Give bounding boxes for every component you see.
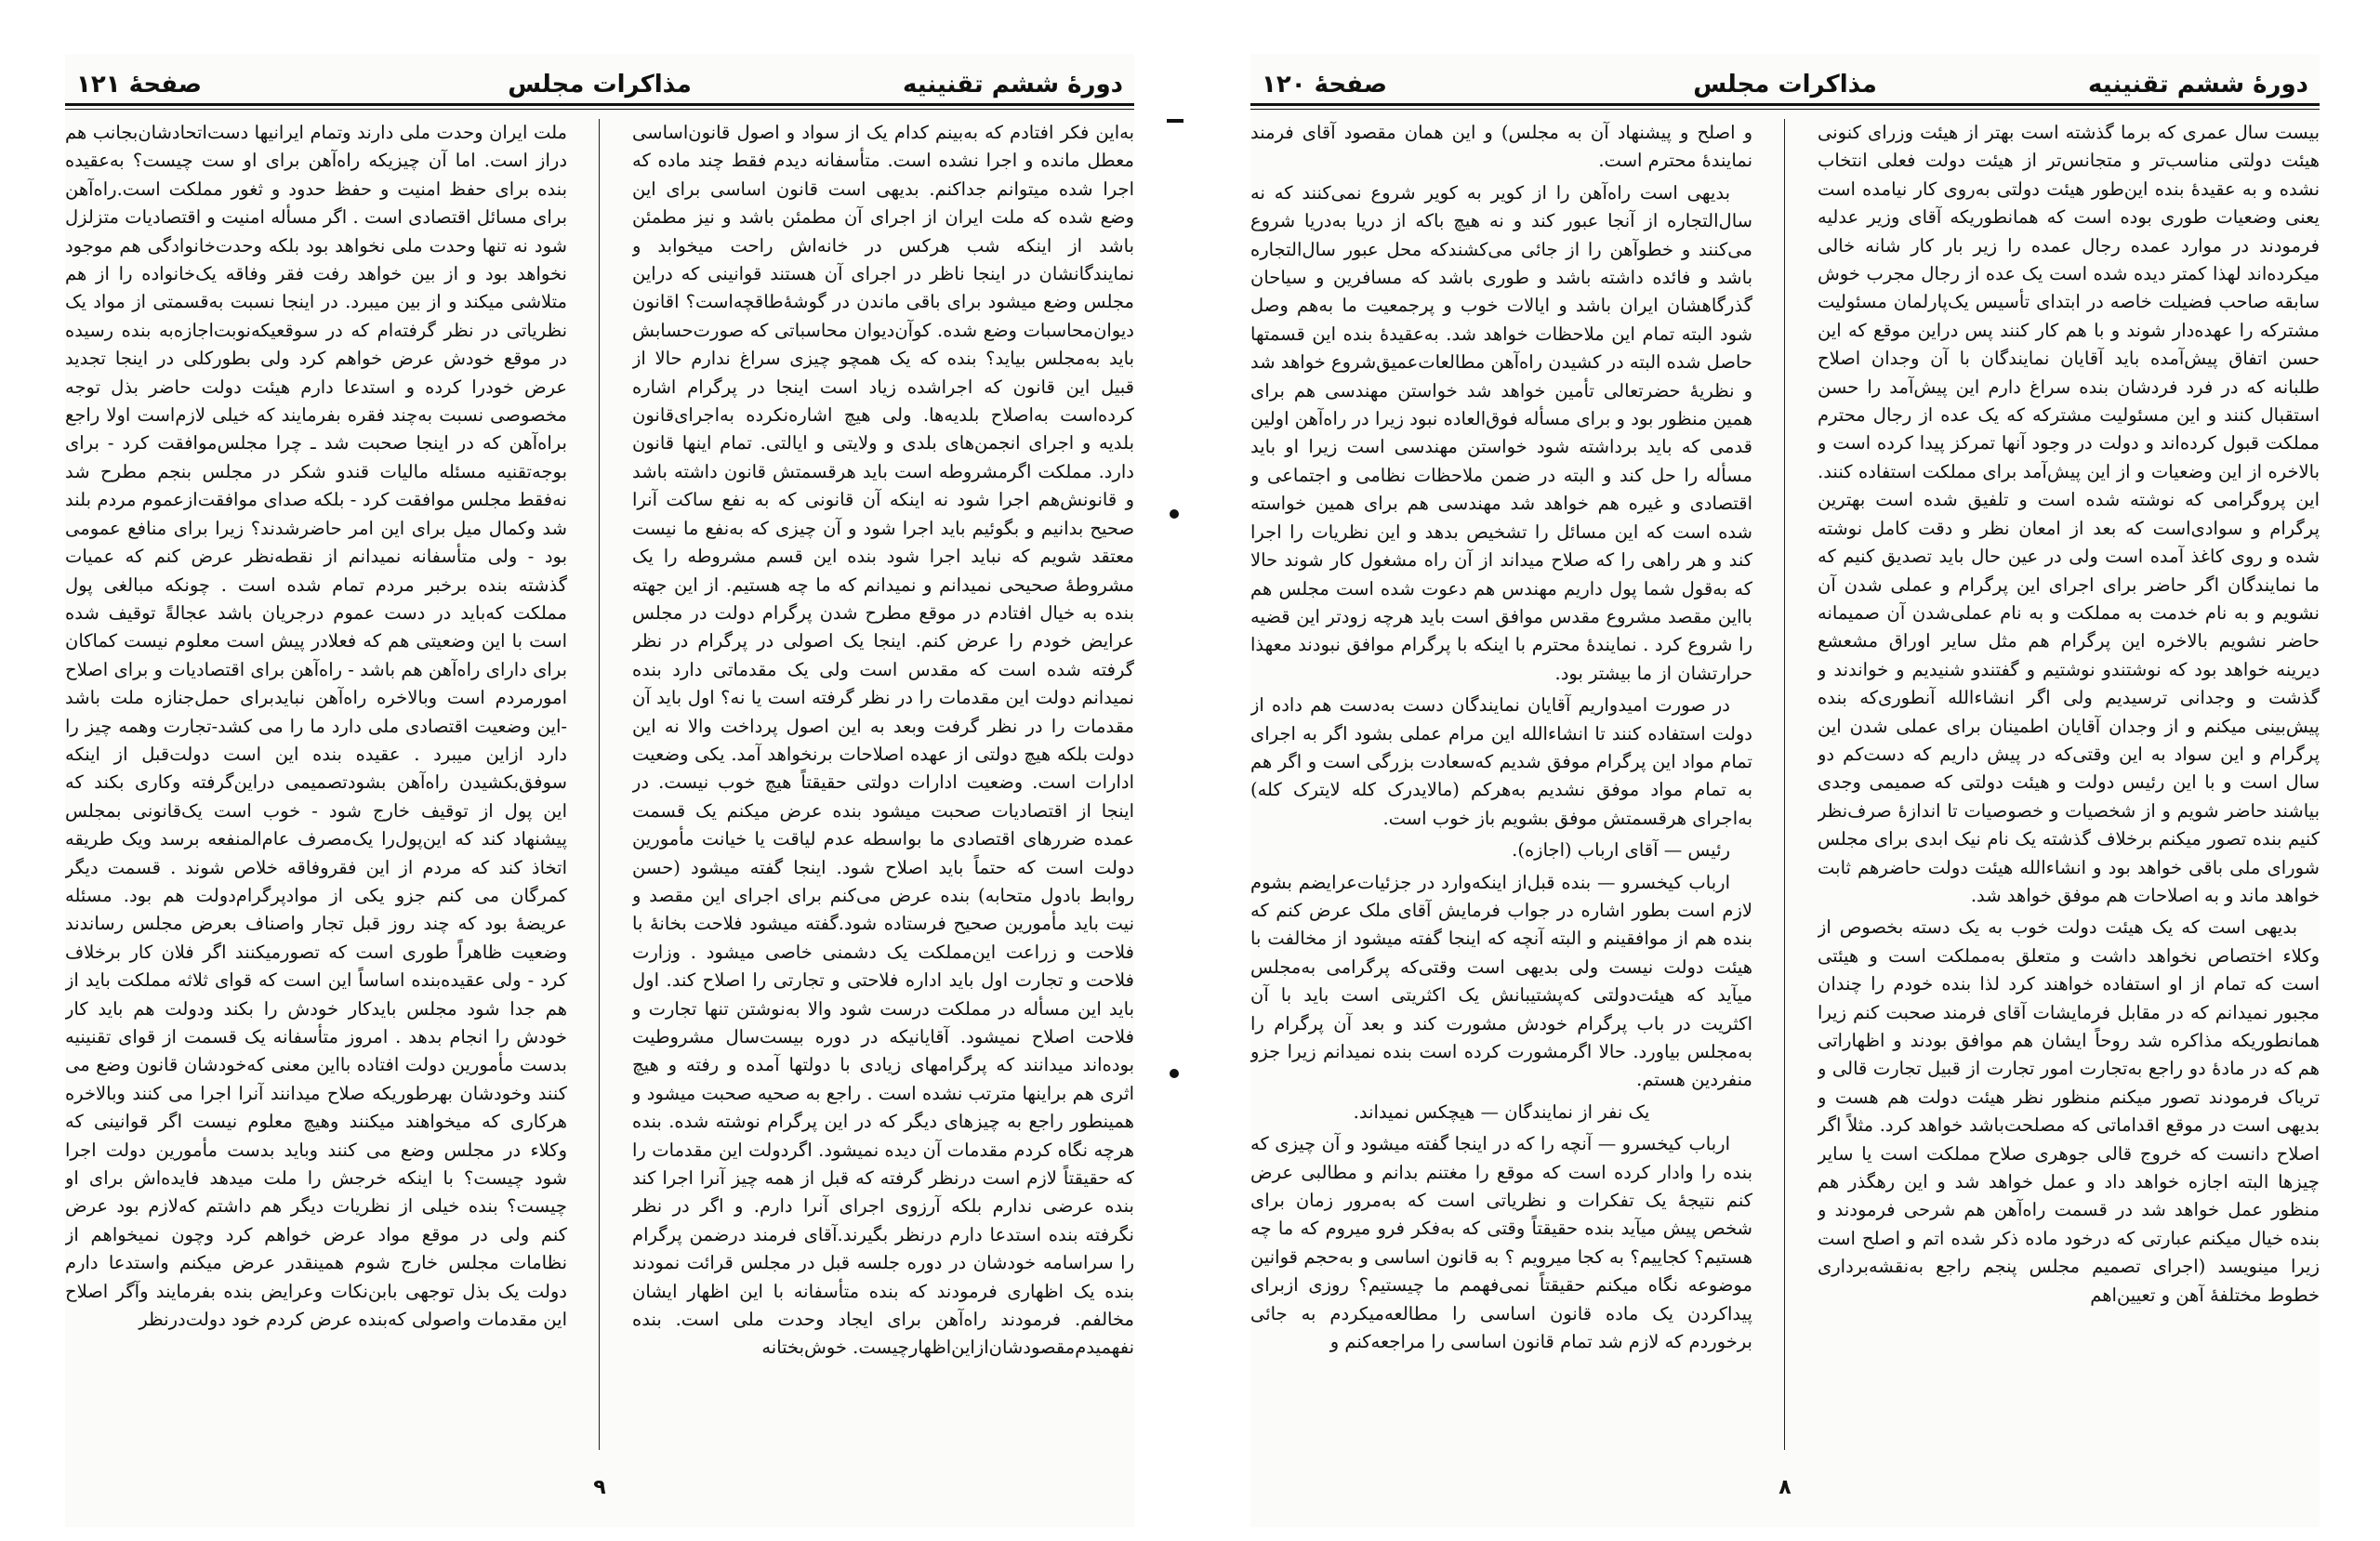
column-left bbox=[65, 119, 567, 1450]
page-120 bbox=[1250, 54, 2320, 1527]
paragraph: به‌این فکر افتادم که به‌بینم کدام یک از سواد و اصول قانون‌اساسی معطل مانده و اجرا نشده است. متأسفانه دیدم فقط چند ماده که اجرا شده میتوانم جداکنم. بدیهی است قانون اساسی برای این وضع شده که ملت ایران از اجرای آن مطمئن باشد و نیز مطمئن باشد از اینکه شب هرکس در خانه‌اش راحت میخوابد و نمایندگانشان در اینجا ناظر در اجرای آن هستند قوانینی که دراین مجلس وضع میشود برای باقی ماندن در گوشۀطاقچه‌است؟ اقانون دیوان‌محاسبات وضع شده. کوآن‌دیوان محاسباتی که صورت‌حسابش باید به‌مجلس بیاید؟ بنده که یک همچو چیزی سراغ ندارم حالا از قبیل این قانون که اجراشده زیاد است اینجا در پرگرام اشاره کرده‌است به‌اصلاح بلدیه‌ها. ولی هیچ اشاره‌نکرده به‌اجرای‌قانون بلدیه و اجرای انجمن‌های بلدی و ولایتی و ایالتی. تمام اینها قانون دارد. مملکت اگرمشروطه است باید هرقسمتش قانون داشته باشد و قانونش‌هم اجرا شود نه اینکه آن قانونی که به نفع ساکت آنرا صحیح بدانیم و بگوئیم باید اجرا شود و آن چیزی که به‌نفع ما نیست معتقد شویم که نباید اجرا شود بنده این قسم مشروطه را یک مشروطۀ صحیحی نمیدانم و نمیدانم که ما چه هستیم. از این جهته بنده به خیال افتادم در موقع مطرح شدن پرگرام دولت در مجلس عرایض خودم را عرض کنم. اینجا یک اصولی در پرگرام در نظر گرفته شده است که مقدس است ولی یک مقدماتی دارد بنده نمیدانم دولت این مقدمات را در نظر گرفته است یا نه؟ اول باید آن مقدمات را در نظر گرفت وبعد به این اصول پرداخت والا نه این دولت بلکه هیچ دولتی از عهده اصلاحات برنخواهد آمد. یکی وضعیت ادارات است. وضعیت ادارات دولتی حقیقتاً هیچ خوب نیست. در اینجا از اقتصادیات صحبت میشود بنده عرض میکنم یک قسمت عمده ضررهای اقتصادی ما بواسطه عدم لیاقت یا خیانت مأمورین دولت است که حتماً باید اصلاح شود. اینجا گفته میشود (حسن روابط بادول متحابه) بنده عرض می‌کنم برای اجرای این مقصد و نیت باید مأمورین صحیح فرستاده شود.گفته میشود فلاحت بخانۀ با فلاحت و زراعت این‌مملکت یک دشمنی خاصی میشود . وزارت فلاحت و تجارت اول باید اداره فلاحتی و تجارتی را اصلاح کند. اول باید این مسأله در مملکت درست شود والا به‌نوشتن تنها تجارت و فلاحت اصلاح نمیشود. آقایانیکه در دوره بیست‌سال مشروطیت بوده‌اند میدانند که پرگرامهای زیادی با دولتها آمده و رفته و هیچ اثری هم براینها مترتب نشده است . راجع به صحیه صحبت میشود و همینطور راجع به چیزهای دیگر که در این پرگرام نوشته شده. بنده هرچه نگاه کردم مقدمات آن دیده نمیشود. اگردولت این مقدمات را که حقیقتاً لازم است درنظر گرفته که قبل از همه چیز آنرا اجرا کند بنده عرضی ندارم بلکه آرزوی اجرای آنرا دارم. و اگر در نظر نگرفته بنده استدعا دارم درنظر بگیرند.آقای فرمند درضمن پرگرام را سراسامه خودشان در دوره جلسه قبل در مجلس قرائت نمودند بنده یک اظهاری فرمودند که بنده متأسفانه با این اظهار ایشان مخالفم. فرمودند راه‌آهن برای ایجاد وحدت ملی است. بنده نفهمیدم‌مقصودشان‌ازاین‌اظهارچیست. خوش‌بختانه bbox=[632, 122, 1134, 1359]
gutter-mark bbox=[1170, 509, 1179, 519]
paragraph: ملت ایران وحدت ملی دارند وتمام ایرانیها دست‌اتحادشان‌بجانب هم دراز است. اما آن چیزیکه راه‌آهن برای او ست چیست؟ به‌عقیده بنده برای حفظ امنیت و حفظ حدود و ثغور مملکت است.راه‌آهن برای مسائل اقتصادی است . اگر مسأله امنیت و اقتصادیات متزلزل شود نه تنها وحدت ملی نخواهد بود بلکه وحدت‌خانوادگی هم موجود نخواهد بود و از بین خواهد رفت فقر وفاقه یک‌خانواده را از هم متلاشی میکند و از بین میبرد. در اینجا نسبت به‌قسمتی از مواد یک نظریاتی در نظر گرفته‌ام که در سوقعیکه‌نوبت‌اجازه‌به بنده رسیده در موقع خودش عرض خواهم کرد ولی بطورکلی در اینجا تجدید عرض خودرا کرده و استدعا دارم هیئت دولت حاضر بذل توجه مخصوصی نسبت به‌چند فقره بفرمایند که خیلی لازم‌است اولا راجع براه‌آهن که در اینجا صحبت شد ـ چرا مجلس‌موافقت کرد - برای بوجه‌تقنیه مسئله مالیات قندو شکر در مجلس بنجم مطرح شد نه‌فقط مجلس موافقت کرد - بلکه صدای موافقت‌ازعموم مردم بلند شد وکمال میل برای این امر حاضرشدند؟ زیرا برای منافع عمومی بود - ولی متأسفانه نمیدانم از نقطه‌نظر عرض کنم که عمیات گذشته بنده برخبر مردم تمام شده است . چونکه مبالغی پول مملکت که‌باید در دست عموم درجریان باشد عجالةً توقیف شده است با این وضعیتی هم که فعلادر پیش است معلوم نیست کماکان برای دارای راه‌آهن هم باشد - راه‌آهن برای اقتصادیات و برای اصلاح امورمردم است وبالاخره راه‌آهن نبایدبرای حمل‌جنازه ملت باشد -این وضعیت اقتصادی ملی دارد ما را می کشد-تجارت وهمه چیز را دارد ازاین میبرد . عقیده بنده این است دولت‌قبل از اینکه سوفق‌بکشیدن‌ راه‌آهن بشودتصمیمی دراین‌گرفته وکاری بکند که این پول از توقیف خارج شود - خوب است یک‌قانونی بمجلس پیشنهاد کند که این‌پول‌را یک‌مصرف عام‌المنفعه برسد ویک طریقه اتخاذ کند که مردم از این فقروفاقه خلاص شوند . قسمت دیگر کمرگان می کنم جزو یکی از موادپرگرام‌دولت هم بود. مسئله عریضۀ بود که چند روز قبل تجار واصناف بعرض مجلس رساندند وضعیت ظاهراً طوری است که تصورمیکنند اگر فلان کار برخلاف کرد - ولی عقیده‌بنده اساساً این است که قوای ثلاثه مملکت باید از هم جدا شود مجلس بایدکار خودش را بکند ودولت هم باید کار خودش را انجام بدهد . امروز متأسفانه یک قسمت از قوای تقنینیه بدست مأمورین دولت افتاده بااین معنی که‌خودشان قانون وضع می کنند وخودشان بهرطوریکه صلاح میدانند آنرا اجرا می کنند وبالاخره هرکاری که میخواهند میکنند وهیچ معلوم نیست اگر قوانینی که وکلاء در مجلس وضع می کنند وباید بدست مأمورین دولت اجرا شود چیست؟ با اینکه خرجش را ملت میدهد فایده‌اش برای او چیست‌؟ بنده خیلی از نظریات دیگر هم داشتم که‌لازم بود عرض کنم ولی در موقع مواد عرض خواهم کرد وچون نمیخواهم از نظامات مجلس خارج شوم همینقدر عرض میکنم واستدعا دارم دولت یک بذل توجهی بابن‌نکات وعرایض بنده بفرمایند وآگر اصلاح این مقدمات واصولی که‌بنده عرض کردم خود دولت‌درنظر bbox=[65, 122, 567, 1331]
column-right bbox=[632, 119, 1134, 1450]
column-right bbox=[1818, 119, 2320, 1450]
gutter-mark bbox=[1170, 1069, 1179, 1078]
gutter-mark bbox=[1167, 119, 1183, 123]
header-page-label: صفحۀ ۱۲۰ bbox=[1262, 71, 1388, 99]
paragraph: بیست سال عمری که برما گذشته است بهتر از هیئت وزرای کنونی هیئت دولتی مناسب‌تر و متجانس‌تر از هیئت دولت فعلی انتخاب نشده و به عقیدۀ بنده این‌طور هیئت دولتی به‌روی کار نیامده است یعنی وضعیات طوری بوده است که همانطوریکه آقای وزیر عدلیه فرمودند در موارد عمده رجال عمده را زیر بار کار شانه خالی میکرده‌اند لهذا کمتر دیده شده است یک عده از رجال مجرب خوش سابقه صاحب فضیلت خاصه در ابتدای تأسیس یک‌پارلمان مسئولیت مشترکه را عهده‌دار شوند و با هم کار کنند پس دراین موقع که این حسن اتفاق پیش‌آمده باید آقایان نمایندگان با آن وجدان اصلاح طلبانه که در فرد فردشان بنده سراغ دارم این پیش‌آمد را حسن استقبال کنند و این مسئولیت مشترکه که یک عده از رجال محترم مملکت قبول کرده‌اند و دولت در وجود آنها تمرکز پیدا کرده است و بالاخره از این وضعیات و از این پیش‌آمد برای مملکت استفاده کنند. این پروگرامی که نوشته شده است و تلفیق شده است بهترین پرگرام و سوادی‌است که بعد از امعان نظر و دقت کامل نوشته شده و روی کاغذ آمده است ولی در عین حال باید تصدیق کنیم که ما نمایندگان اگر حاضر برای اجرای این پرگرام و عملی شدن آن نشویم و به نام خدمت به مملکت و به نام عملی‌شدن آن صمیمانه حاضر نشویم بالاخره این پرگرام هم مثل سایر اوراق مشعشع دیرینه خواهد بود که نوشتندو نوشتیم و گفتندو شنیدیم و خواندند و گذشت و وجدانی ترسیدیم ولی اگر انشاءالله آنطوری‌که بنده پیش‌بینی میکنم و از وجدان آقایان اطمینان برای عملی شدن این پرگرام و این سواد به این وقتی‌که در پیش داریم که دست‌کم دو سال است و با این رئیس دولت و هیئت دولتی که صمیمی وجدی بیاشند حاضر شویم و از شخصیات و خصوصیات تا اندازۀ صرف‌نظر کنیم بنده تصور میکنم برخلاف گذشته یک نام نیک ابدی برای مجلس شورای ملی باقی خواهد بود و انشاءالله هیئت دولت حاضرهم ثابت خواهد ماند و به اصلاحات هم موفق خواهد شد. bbox=[1818, 122, 2320, 906]
page-121 bbox=[65, 54, 1134, 1527]
paragraph: ارباب کیخسرو — بنده قبل‌از اینکه‌وارد در جزئیات‌عرایضم بشوم لازم است بطور اشاره در جواب فرمایش آقای ملک عرض کنم که بنده هم از موافقینم و البته آنچه که اینجا گفته میشود از مخالفت با هیئت دولت نیست ولی بدیهی است وقتی‌که پرگرامی به‌مجلس میآید که هیئت‌دولتی که‌پشتیبانش یک اکثریتی است باید با آن اکثریت در باب پرگرام خودش مشورت کند و بعد آن پرگرام را به‌مجلس بیاورد. حالا اگرمشورت کرده است بنده نمیدانم زیرا جزو منفردین هستم. bbox=[1250, 871, 1752, 1091]
paragraph: ارباب کیخسرو — آنچه را که در اینجا گفته میشود و آن چیزی که بنده را وادار کرده است که موقع را مغتنم بدانم و مطالبی عرض کنم نتیجۀ یک تفکرات و نظریاتی است که به‌مرور زمان برای شخص پیش میآید بنده حقیقتاً وقتی که به‌فکر فرو میروم که ما چه هستیم؟ کجاییم؟ به کجا میرویم ؟ به قانون اساسی و به‌حجم قوانین موضوعه نگاه میکنم حقیقتاً نمی‌فهمم ما چیستیم؟ روزی ازبرای پیداکردن یک ماده قانون اساسی را مطالعه‌میکردم به جائی برخوردم که لازم شد تمام قانون اساسی را مراجعه‌کنم و bbox=[1250, 1133, 1752, 1353]
header-rule bbox=[1250, 103, 2320, 106]
header-rule-thin bbox=[1250, 109, 2320, 110]
page-number: ۹ bbox=[593, 1476, 606, 1499]
paragraph: در صورت امیدواریم آقایان نمایندگان دست به‌دست هم داده از دولت استفاده کنند تا انشاءالله این مرام عملی بشود اگر به اجرای تمام مواد این پرگرام موفق شدیم که‌سعادت بزرگی است و اگر هم به تمام مواد موفق نشدیم به‌هرکم (مالایدرک کله لایترک کله) به‌اجرای هرقسمتش موفق بشویم باز خوب است. bbox=[1250, 694, 1752, 829]
header-page-label: صفحۀ ۱۲۱ bbox=[76, 71, 203, 99]
page-number: ۸ bbox=[1778, 1476, 1792, 1499]
header-title: مذاکرات مجلس bbox=[508, 71, 692, 99]
column-divider bbox=[599, 119, 600, 1450]
column-left bbox=[1250, 119, 1752, 1450]
speaker-line: رئیس — آقای ارباب (اجازه). bbox=[1512, 839, 1730, 862]
paragraph: بدیهی است که یک هیئت دولت خوب به یک دسته بخصوص از وکلاء اختصاص نخواهد داشت و متعلق به‌مملکت است و هیئتی است که تمام از او استفاده خواهند کرد لذا بنده خودم را چندان مجبور نمیدانم که در مقابل فرمایشات آقای فرمند صحبت کنم زیرا همانطوریکه مذاکره شد روحاً ایشان هم موافق بودند و اظهاراتی هم که در مادۀ دو راجع به‌تجارت امور تجارت از قبیل تجارت قالی و تریاک فرمودند تصور میکنم منظور نظر هیئت دولت هم هست و بدیهی است در موقع اقداماتی که مصلحت‌باشد خواهد کرد. مثلاً اگر اصلاح دانست که خروج قالی جوهری صلاح مملکت است یا سایر چیزها البته اجازه خواهد داد و عمل خواهد شد و این رهگذر هم منظور عمل خواهد شد در قسمت راه‌آهن هم شرحی فرمودند و بنده خیال میکنم عبارتی که درخود ماده ذکر شده اتم و اصلح است زیرا مینویسد (اجرای تصمیم مجلس پنجم راجع به‌نقشه‌برداری خطوط مختلفۀ آهن و تعیین‌اهم bbox=[1818, 916, 2320, 1306]
page-header bbox=[65, 63, 1134, 106]
column-divider bbox=[1784, 119, 1785, 1450]
paragraph: و اصلح و پیشنهاد آن به مجلس) و این همان مقصود آقای فرمند نمایندۀ محترم است. bbox=[1250, 122, 1752, 172]
header-period: دورۀ ششم تقنینیه bbox=[2087, 71, 2308, 99]
header-rule-thin bbox=[65, 109, 1134, 110]
paragraph: بدیهی است راه‌آهن را از کویر به کویر شروع نمی‌کنند که نه سال‌التجاره از آنجا عبور کند و نه هیچ باکه از دریا به‌دریا شروع می‌کنند و خطوآهن را از جائی می‌کشندکه محل عبور سال‌التجاره باشد و فائده داشته باشد و طوری باشد که مسافرین و سیاحان گذرگاهشان ایران باشد و ایالات خوب و پرجمعیت ما به‌هم وصل شود البته تمام این ملاحظات خواهد شد. به‌عقیدۀ بنده این قسمتها حاصل شده البته در کشیدن راه‌آهن مطالعات‌عمیق‌شروع خواهد شد و نظریۀ حضرتعالی تأمین خواهد شد خواستن مهندسی هم برای همین منظور بود و برای مسأله فوق‌العاده نبود زیرا در راه‌آهن اولین قدمی که باید برداشته شود خواستن مهندسی است زیرا او باید مسأله را حل کند و البته در ضمن ملاحظات نظامی و اجتماعی و اقتصادی و غیره هم خواهد شد مهندسی هم برای همین خواسته شده است که این مسائل را تشخیص بدهد و این نظریات را اجرا کند و هر راهی را که صلاح میداند از آن راه مشغول کار شوند حالا که به‌قول شما پول داریم مهندس هم دعوت شده است مجلس هم بااین مقصد مشروع مقدس موافق است باید هرچه زودتر این قضیه را شروع کرد . نمایندۀ محترم با اینکه با پرگرام موافق نبودند معهذا حرارتشان از ما بیشتر بود. bbox=[1250, 181, 1752, 684]
speaker-line: یک نفر از نمایندگان — هیچکس نمیداند. bbox=[1353, 1100, 1650, 1123]
header-period: دورۀ ششم تقنینیه bbox=[902, 71, 1123, 99]
page-header bbox=[1250, 63, 2320, 106]
header-title: مذاکرات مجلس bbox=[1693, 71, 1877, 99]
header-rule bbox=[65, 103, 1134, 106]
